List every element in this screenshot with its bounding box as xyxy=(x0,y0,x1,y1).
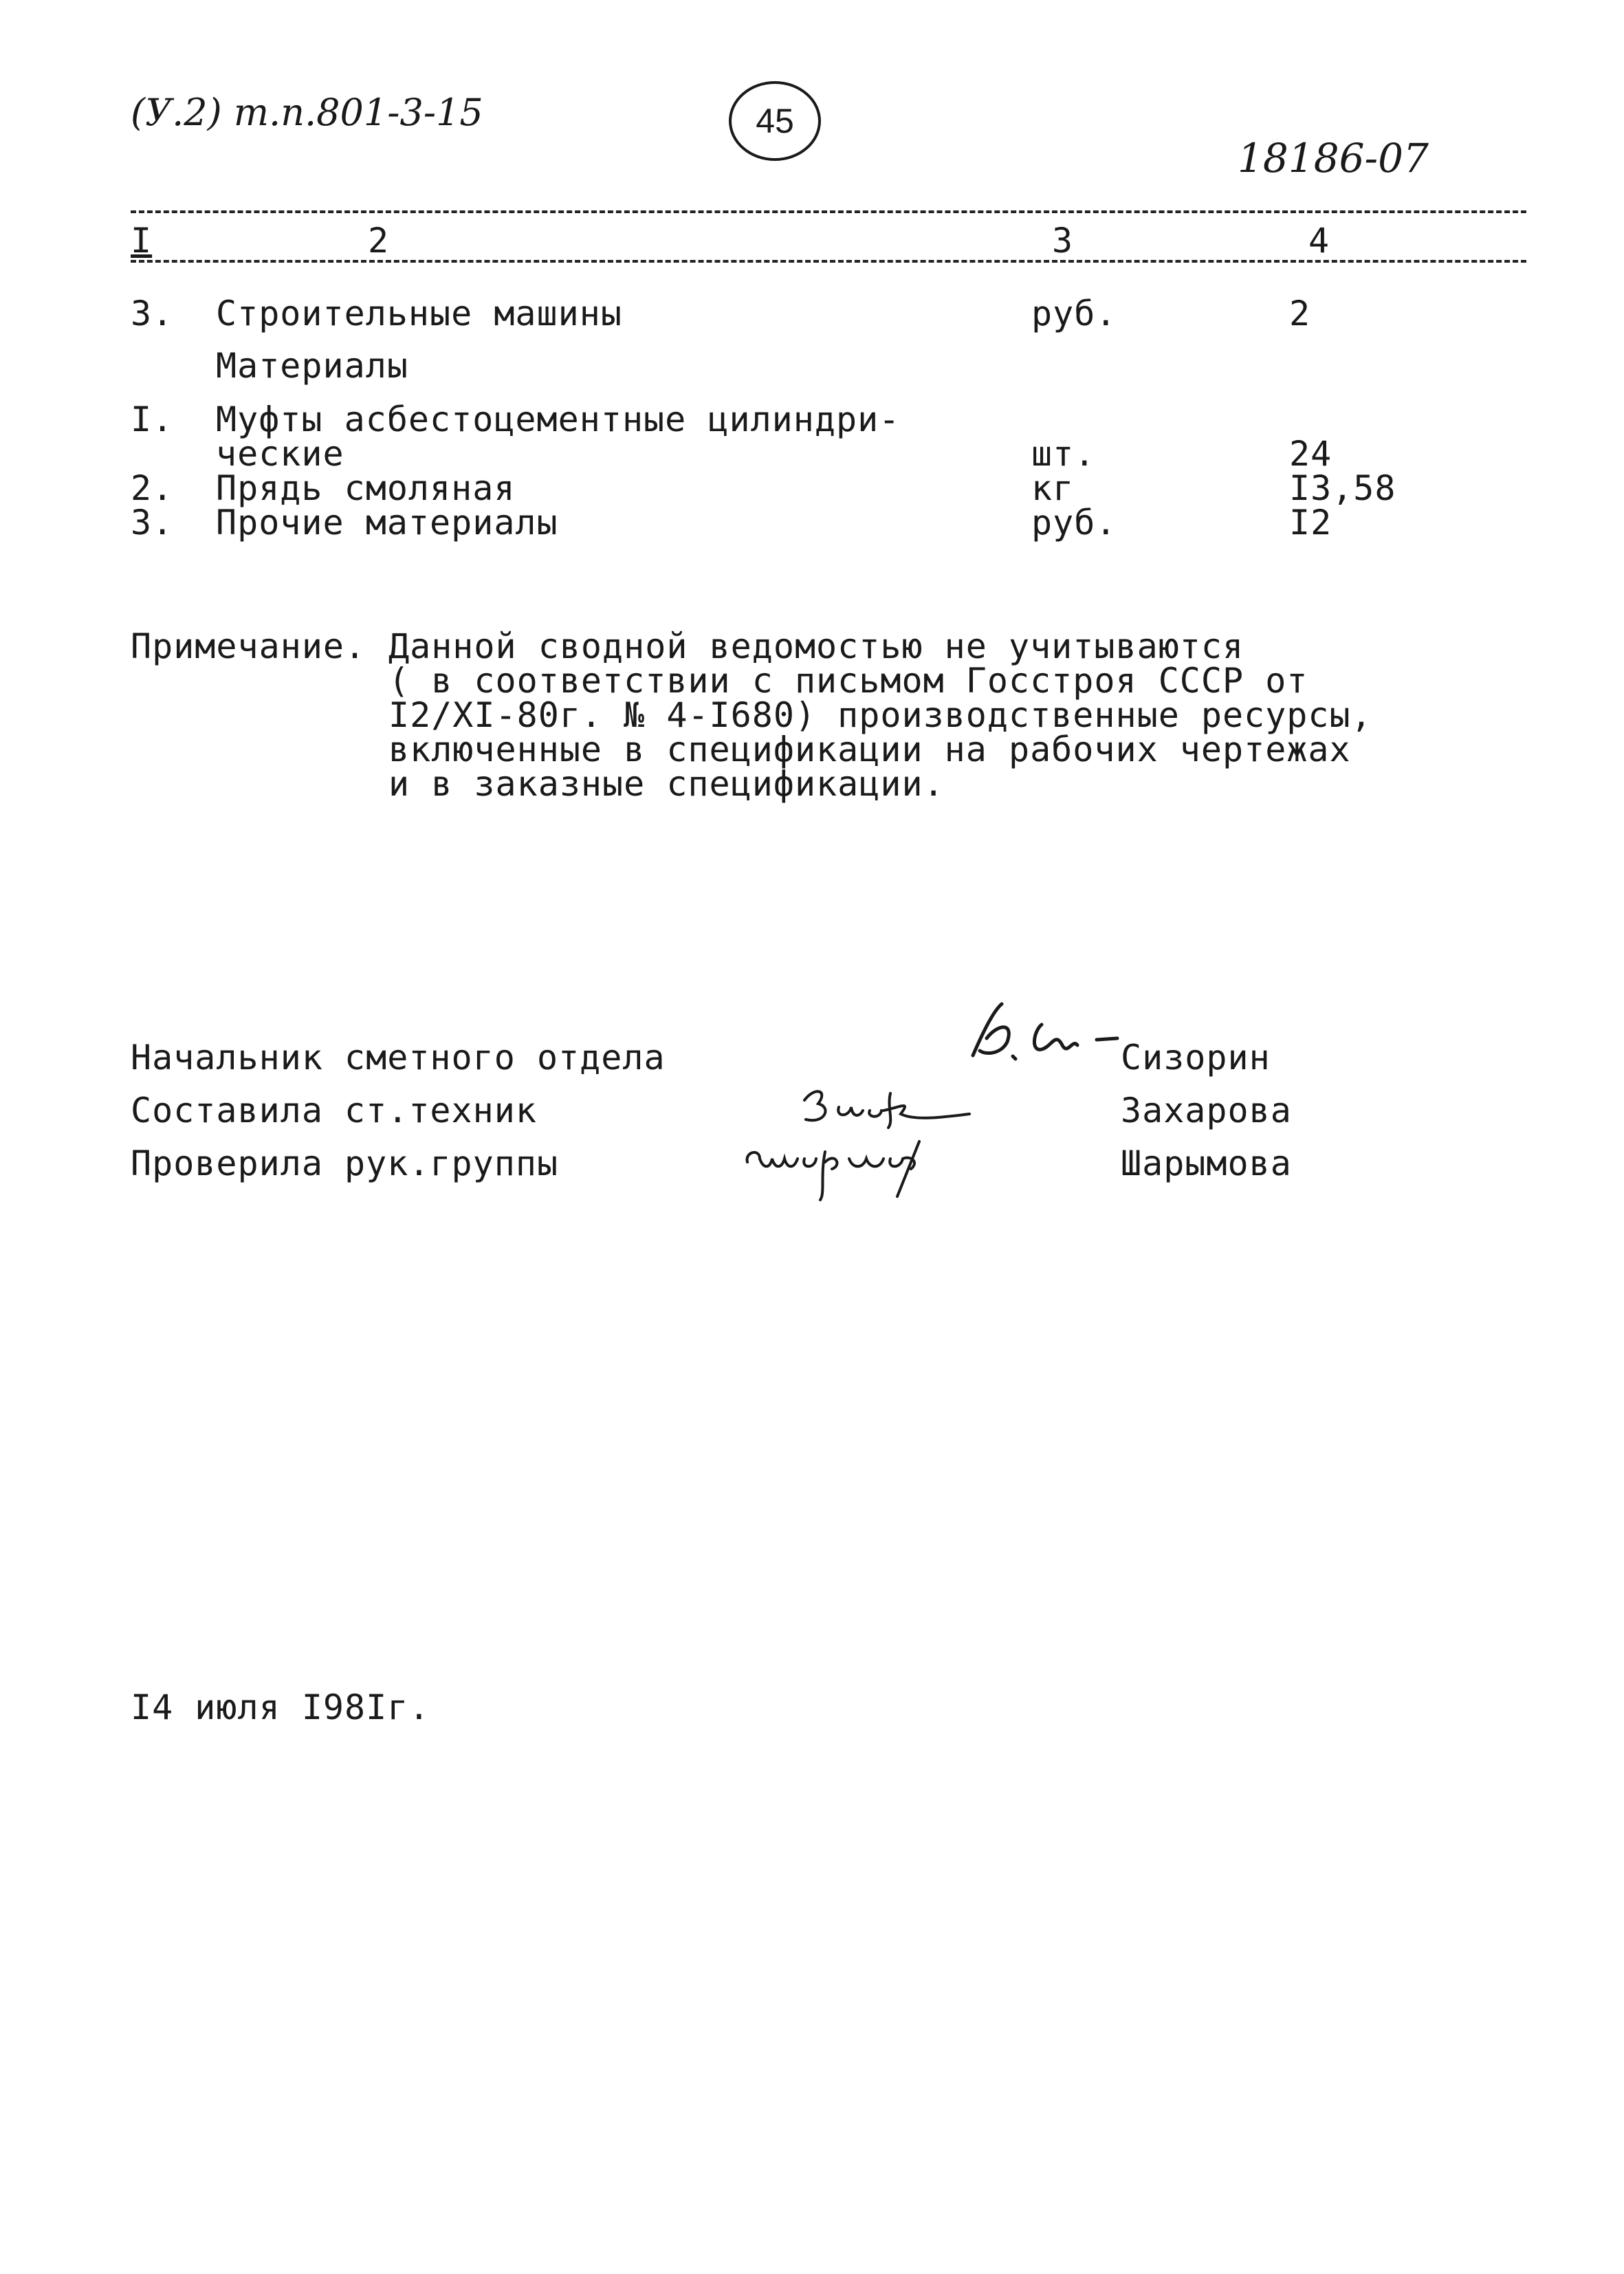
column-header-2: 2 xyxy=(368,221,390,261)
row-unit: руб. xyxy=(1031,294,1117,334)
row-name: Муфты асбестоцементные цилиндри- xyxy=(216,400,901,439)
row-number: 2. xyxy=(131,468,174,508)
page-number: 45 xyxy=(756,102,794,140)
row-number: I. xyxy=(131,400,174,439)
signer-role: Проверила рук.группы xyxy=(131,1144,559,1183)
note-line: и в заказные спецификации. xyxy=(388,764,945,804)
row-name: ческие xyxy=(216,434,344,474)
signer-name: Шарымова xyxy=(1121,1144,1292,1183)
note-label: Примечание. xyxy=(131,626,366,666)
handwritten-signature xyxy=(739,1128,959,1203)
section-heading: Материалы xyxy=(216,346,408,386)
note-line: ( в соответствии с письмом Госстроя СССР от xyxy=(388,661,1308,701)
row-qty: I3,58 xyxy=(1289,468,1396,508)
note-line: I2/XI-80г. № 4-I680) производственные ресурсы, xyxy=(388,695,1372,735)
row-unit: кг xyxy=(1031,468,1075,508)
row-qty: 24 xyxy=(1289,434,1332,474)
column-header-1: I xyxy=(131,221,153,261)
signer-name: Захарова xyxy=(1121,1091,1292,1130)
archive-number: 18186-07 xyxy=(1238,135,1429,182)
column-header-3: 3 xyxy=(1052,221,1074,261)
row-unit: шт. xyxy=(1031,434,1096,474)
table-header-rule xyxy=(131,260,1526,263)
row-number: 3. xyxy=(131,294,174,334)
column-header-4: 4 xyxy=(1308,221,1330,261)
signer-role: Начальник сметного отдела xyxy=(131,1038,666,1078)
row-unit: руб. xyxy=(1031,503,1117,543)
handwritten-signature xyxy=(959,990,1138,1073)
row-qty: 2 xyxy=(1289,294,1311,334)
handwritten-signature xyxy=(798,1080,976,1135)
row-name: Строительные машины xyxy=(216,294,622,334)
document-date: I4 июля I98Iг. xyxy=(131,1687,430,1727)
signer-role: Составила ст.техник xyxy=(131,1091,537,1130)
page-number-circle xyxy=(729,81,821,161)
document-reference: (У.2) т.п.801-3-15 xyxy=(131,91,483,134)
note-line: включенные в спецификации на рабочих чертежах xyxy=(388,730,1351,769)
row-number: 3. xyxy=(131,503,174,543)
row-qty: I2 xyxy=(1289,503,1332,543)
note-line: Данной сводной ведомостью не учитываются xyxy=(388,626,1244,666)
row-name: Прядь смоляная xyxy=(216,468,516,508)
signer-name: Сизорин xyxy=(1121,1038,1271,1078)
row-name: Прочие материалы xyxy=(216,503,558,543)
table-top-rule xyxy=(131,210,1526,213)
